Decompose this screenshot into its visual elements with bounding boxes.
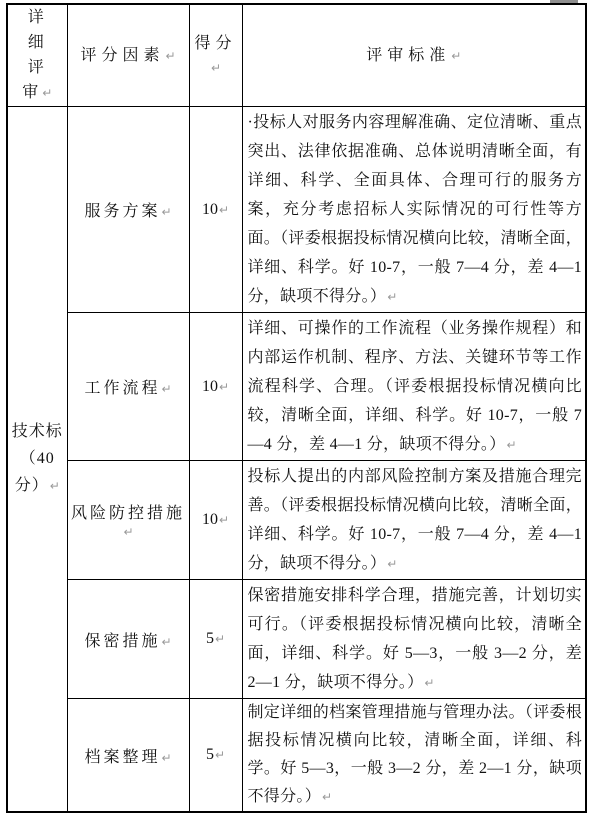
factor-cell <box>67 313 189 461</box>
factor-label: 档案整理 <box>84 748 161 766</box>
paragraph-mark-icon: ↵ <box>210 60 222 75</box>
paragraph-mark-icon: ↵ <box>218 513 230 527</box>
header-label-criteria: 评审标准 <box>366 46 451 64</box>
paragraph-mark-icon: ↵ <box>161 382 172 396</box>
paragraph-mark-icon: ↵ <box>165 48 176 63</box>
header-cell-criteria <box>242 4 586 107</box>
factor-cell <box>67 107 189 313</box>
factor-cell <box>67 461 189 580</box>
paragraph-mark-icon: ↵ <box>506 438 517 452</box>
factor-label: 保密措施 <box>84 632 161 650</box>
score-cell <box>189 461 242 580</box>
factor-cell <box>67 580 189 699</box>
score-value: 5 <box>205 746 214 763</box>
paragraph-mark-icon: ↵ <box>42 86 53 100</box>
paragraph-mark-icon: ↵ <box>424 676 435 690</box>
factor-label: 服务方案 <box>84 203 161 220</box>
header-cell-factor <box>67 4 189 107</box>
criteria-cell <box>242 461 586 580</box>
score-value: 10 <box>201 377 218 395</box>
paragraph-mark-icon: ↵ <box>123 524 134 539</box>
category-cell-technical-bid <box>7 107 67 813</box>
header-row <box>7 4 586 107</box>
paragraph-mark-icon: ↵ <box>161 750 172 765</box>
header-label-factor: 评分因素 <box>80 46 165 64</box>
paragraph-mark-icon: ↵ <box>218 202 230 217</box>
table-row-risk-control <box>7 461 586 580</box>
paragraph-mark-icon: ↵ <box>387 557 398 571</box>
header-cell-detail-review <box>7 4 67 107</box>
table-row-service-plan <box>7 107 586 313</box>
score-cell <box>189 580 242 699</box>
table-row-confidentiality <box>7 580 586 699</box>
criteria-cell <box>242 107 586 313</box>
paragraph-mark-icon: ↵ <box>322 790 333 804</box>
criteria-cell <box>242 699 586 813</box>
score-cell <box>189 107 242 313</box>
factor-label: 工作流程 <box>84 380 161 397</box>
paragraph-mark-icon: ↵ <box>214 632 226 646</box>
paragraph-mark-icon: ↵ <box>387 290 398 304</box>
factor-label: 风险防控措施 <box>70 504 185 522</box>
paragraph-mark-icon: ↵ <box>161 634 172 649</box>
header-cell-score <box>189 4 242 107</box>
category-label: 技术标（40分） <box>11 423 63 494</box>
evaluation-criteria-table <box>6 3 587 813</box>
header-label-score: 得分 <box>194 34 237 52</box>
paragraph-mark-icon: ↵ <box>161 205 172 219</box>
criteria-text: 投标人提出的内部风险控制方案及措施合理完善。（评委根据投标情况横向比较，清晰全面，详细、科学。好 10-7，一般 7—4 分，差 4—1 分，缺项不得分。） <box>247 468 582 572</box>
criteria-text: ·投标人对服务内容理解准确、定位清晰、重点突出、法律依据准确、总体说明清晰全面，有详细、科学、全面具体、合理可行的服务方案，充分考虑招标人实际情况的可行性等方面。（评委根据投标情况横向比较，清晰全面，详细、科学。好 10-7，一般 7—4 分，差 4—1 分，缺项不得分。） <box>247 114 582 305</box>
criteria-text: 保密措施安排科学合理，措施完善，计划切实可行。（评委根据投标情况横向比较，清晰全面，详细、科学。好 5—3，一般 3—2 分，差 2—1 分，缺项不得分。） <box>247 587 582 691</box>
score-value: 5 <box>205 630 214 647</box>
criteria-cell <box>242 580 586 699</box>
paragraph-mark-icon: ↵ <box>218 379 230 394</box>
factor-cell <box>67 699 189 813</box>
paragraph-mark-icon: ↵ <box>451 48 462 63</box>
score-value: 10 <box>201 200 218 218</box>
paragraph-mark-icon: ↵ <box>214 748 226 762</box>
table-row-archive <box>7 699 586 813</box>
criteria-cell <box>242 313 586 461</box>
score-value: 10 <box>201 511 218 528</box>
paragraph-mark-icon: ↵ <box>49 479 60 493</box>
criteria-text: 详细、可操作的工作流程（业务操作规程）和内部运作机制、程序、方法、关键环节等工作流程科学、合理。（评委根据投标情况横向比较，清晰全面，详细、科学。好 10-7，一般 7—4 分，差 4—1 分，缺项不得分。） <box>247 320 582 453</box>
criteria-text: 制定详细的档案管理措施与管理办法。（评委根据投标情况横向比较，清晰全面，详细、科学。好 5—3，一般 3—2 分，差 2—1 分，缺项不得分。） <box>247 704 582 805</box>
score-cell <box>189 313 242 461</box>
table-row-work-process <box>7 313 586 461</box>
header-label-detail-review: 详细评审 <box>22 9 47 101</box>
score-cell <box>189 699 242 813</box>
